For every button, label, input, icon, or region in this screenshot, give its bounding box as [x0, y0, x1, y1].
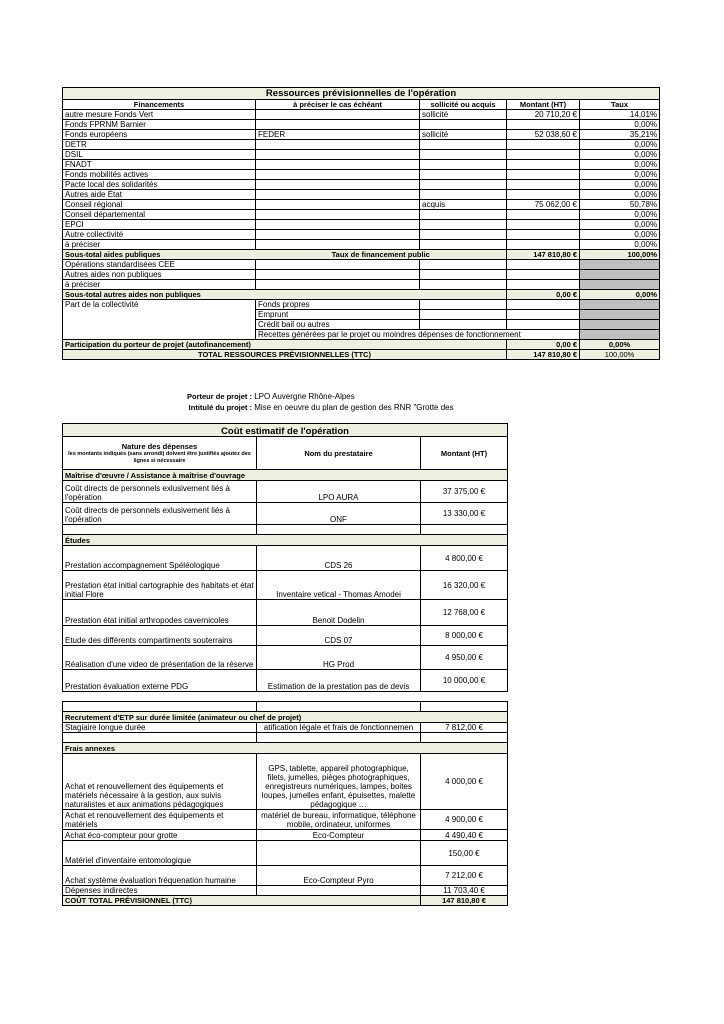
- financement-row: [63, 220, 660, 230]
- depense-nature: Achat et renouvellement des équipements et matériels: [63, 810, 257, 830]
- depense-row: [63, 866, 508, 886]
- aide-non-publique-row: [63, 280, 660, 290]
- financement-statut: [420, 140, 507, 150]
- depense-nature: Prestation état initial arthropodes cavernicoles: [63, 600, 257, 626]
- financement-name: Fonds mobilités actives: [63, 170, 256, 180]
- financement-taux: 14,01%: [580, 110, 660, 120]
- financement-taux: 0,00%: [580, 160, 660, 170]
- financement-statut: [420, 120, 507, 130]
- financement-taux: 0,00%: [580, 150, 660, 160]
- financement-montant: [507, 230, 580, 240]
- depense-prestataire: Eco-Compteur Pyro: [257, 866, 421, 886]
- spacer-row: [63, 733, 508, 743]
- depense-row: [63, 546, 508, 571]
- financement-detail: [256, 120, 420, 130]
- collectivite-item: Recettes générées par le projet ou moindres dépenses de fonctionnement: [256, 330, 580, 340]
- etudes-rows: [63, 546, 508, 692]
- financement-detail: [256, 240, 420, 250]
- etp-rows: [63, 723, 508, 733]
- depense-nature: Coût directs de personnels exlusivement liés à l'opération: [63, 481, 257, 503]
- financement-row: [63, 180, 660, 190]
- depense-nature: Stagiaire longue durée: [63, 723, 257, 733]
- financement-detail: [256, 180, 420, 190]
- depense-montant: 13 330,00 €: [421, 503, 508, 525]
- empty-cell: [420, 320, 507, 330]
- depense-nature: Prestation évaluation externe PDG: [63, 670, 257, 692]
- empty-cell: [507, 260, 580, 270]
- financement-montant: [507, 170, 580, 180]
- header-montant: Montant (HT): [507, 100, 580, 110]
- financement-taux: 0,00%: [580, 240, 660, 250]
- empty-cell: [507, 270, 580, 280]
- depense-row: [63, 646, 508, 670]
- ressources-header-row: [63, 100, 660, 110]
- financement-statut: [420, 240, 507, 250]
- sous-total-publiques-row: [63, 250, 660, 260]
- empty-cell: [256, 260, 420, 270]
- depense-nature: Réalisation d'une video de présentation de la réserve: [63, 646, 257, 670]
- financement-name: Autres aide État: [63, 190, 256, 200]
- depense-prestataire: Estimation de la prestation pas de devis: [257, 670, 421, 692]
- depense-montant: 4 800,00 €: [421, 546, 508, 571]
- financement-row: [63, 200, 660, 210]
- financement-montant: [507, 210, 580, 220]
- depense-row: [63, 626, 508, 646]
- depense-nature: Prestation accompagnement Spéléologique: [63, 546, 257, 571]
- section-frais: Frais annexes: [63, 743, 508, 754]
- shaded-cell: [580, 260, 660, 270]
- financement-row: [63, 110, 660, 120]
- cout-total-montant: 147 810,80 €: [421, 896, 508, 906]
- depense-prestataire: CDS 07: [257, 626, 421, 646]
- financement-row: [63, 130, 660, 140]
- empty-cell: [256, 270, 420, 280]
- depense-montant: 150,00 €: [421, 841, 508, 866]
- depense-row: [63, 670, 508, 692]
- depense-row: [63, 723, 508, 733]
- financement-montant: [507, 160, 580, 170]
- financement-statut: [420, 170, 507, 180]
- depense-nature: Coût directs de personnels exlusivement liés à l'opération: [63, 503, 257, 525]
- taux-financement-public-label: Taux de financement public: [256, 250, 507, 260]
- participation-row: [63, 340, 660, 350]
- financement-detail: [256, 170, 420, 180]
- financement-montant: [507, 190, 580, 200]
- financement-taux: 0,00%: [580, 140, 660, 150]
- aide-non-publique-row: [63, 260, 660, 270]
- financement-detail: [256, 160, 420, 170]
- financement-name: autre mesure Fonds Vert: [63, 110, 256, 120]
- financement-montant: [507, 180, 580, 190]
- sous-total-non-publiques-taux: 0,00%: [580, 290, 660, 300]
- porteur-label: Porteur de projet :: [186, 392, 252, 401]
- financement-detail: [256, 200, 420, 210]
- financement-row: [63, 210, 660, 220]
- aide-non-publique-name: à préciser: [63, 280, 256, 290]
- financement-taux: 0,00%: [580, 190, 660, 200]
- depense-prestataire: LPO AURA: [257, 481, 421, 503]
- intitule-line: [130, 403, 454, 412]
- empty-cell: [507, 280, 580, 290]
- financement-montant: 20 710,20 €: [507, 110, 580, 120]
- depense-montant: 11 703,40 €: [421, 886, 508, 896]
- header-preciser: à préciser le cas échéant: [256, 100, 420, 110]
- financement-row: [63, 160, 660, 170]
- participation-montant: 0,00 €: [507, 340, 580, 350]
- empty-cell: [507, 310, 580, 320]
- collectivite-item: Emprunt: [256, 310, 420, 320]
- financement-statut: [420, 230, 507, 240]
- sous-total-non-publiques-label: Sous-total autres aides non publiques: [63, 290, 507, 300]
- empty-cell: [420, 260, 507, 270]
- shaded-cell: [580, 300, 660, 310]
- financement-detail: [256, 190, 420, 200]
- sous-total-publiques-label: Sous-total aides publiques: [63, 250, 256, 260]
- cout-total-row: [63, 896, 508, 906]
- financement-taux: 0,00%: [580, 170, 660, 180]
- financement-montant: [507, 150, 580, 160]
- financement-statut: acquis: [420, 200, 507, 210]
- collectivite-rows: [63, 300, 660, 340]
- financement-statut: [420, 190, 507, 200]
- depense-row: [63, 830, 508, 841]
- depense-nature: Dépenses indirectes: [63, 886, 257, 896]
- depense-prestataire: Inventaire vetical - Thomas Amodei: [257, 571, 421, 600]
- financement-detail: [256, 150, 420, 160]
- collectivite-row: [63, 300, 660, 310]
- depense-row: [63, 481, 508, 503]
- financement-montant: [507, 120, 580, 130]
- aide-non-publique-row: [63, 270, 660, 280]
- aides-publiques-rows: [63, 110, 660, 250]
- section-etp: Recrutement d'ETP sur durée limitée (animateur ou chef de projet): [63, 712, 508, 723]
- depense-prestataire: Benoit Dodelin: [257, 600, 421, 626]
- financement-name: Autre collectivité: [63, 230, 256, 240]
- aides-non-publiques-rows: [63, 260, 660, 290]
- financement-name: FNADT: [63, 160, 256, 170]
- depense-row: [63, 841, 508, 866]
- sous-total-non-publiques-row: [63, 290, 660, 300]
- spacer-row: [63, 692, 508, 702]
- financement-row: [63, 230, 660, 240]
- header-prestataire: Nom du prestataire: [257, 437, 421, 470]
- financement-taux: 50,78%: [580, 200, 660, 210]
- shaded-cell: [580, 330, 660, 340]
- shaded-cell: [580, 310, 660, 320]
- empty-cell: [420, 310, 507, 320]
- financement-montant: [507, 220, 580, 230]
- empty-cell: [507, 320, 580, 330]
- section-etudes: Études: [63, 535, 508, 546]
- depense-montant: 12 768,00 €: [421, 600, 508, 626]
- financement-montant: 75 062,00 €: [507, 200, 580, 210]
- financement-name: Fonds FPRNM Barnier: [63, 120, 256, 130]
- financement-detail: [256, 220, 420, 230]
- financement-statut: [420, 160, 507, 170]
- financement-row: [63, 140, 660, 150]
- aide-non-publique-name: Autres aides non publiques: [63, 270, 256, 280]
- frais-rows: [63, 754, 508, 896]
- header-taux: Taux: [580, 100, 660, 110]
- financement-name: DSIL: [63, 150, 256, 160]
- financement-taux: 0,00%: [580, 180, 660, 190]
- depense-montant: 4 490,40 €: [421, 830, 508, 841]
- header-nature: [63, 437, 257, 470]
- financement-montant: 52 038,60 €: [507, 130, 580, 140]
- header-nature-note: les montants indiqués (sans arrondi) doivent être justifiés ajoutez des lignes si nécessaire: [68, 451, 251, 464]
- financement-statut: sollicité: [420, 110, 507, 120]
- depense-row: [63, 503, 508, 525]
- depense-prestataire: Eco-Compteur: [257, 830, 421, 841]
- header-montant-ht: Montant (HT): [421, 437, 508, 470]
- financement-statut: sollicité: [420, 130, 507, 140]
- cout-title: Coût estimatif de l'opération: [63, 424, 508, 437]
- financement-taux: 0,00%: [580, 120, 660, 130]
- depense-row: [63, 600, 508, 626]
- depense-montant: 7 212,00 €: [421, 866, 508, 886]
- sous-total-publiques-montant: 147 810,80 €: [507, 250, 580, 260]
- empty-cell: [420, 300, 507, 310]
- depense-prestataire: atification légale et frais de fonctionnemen: [257, 723, 421, 733]
- depense-nature: Achat éco-compteur pour grotte: [63, 830, 257, 841]
- shaded-cell: [580, 270, 660, 280]
- sous-total-publiques-taux: 100,00%: [580, 250, 660, 260]
- collectivite-item: Crédit bail ou autres: [256, 320, 420, 330]
- depense-nature: Matériel d'inventaire entomologique: [63, 841, 257, 866]
- depense-prestataire: matériel de bureau, informatique, téléphone mobile, ordinateur, uniformes: [257, 810, 421, 830]
- header-financements: Financements: [63, 100, 256, 110]
- financement-taux: 35,21%: [580, 130, 660, 140]
- financement-name: à préciser: [63, 240, 256, 250]
- depense-nature: Achat système évaluation fréquenation humaine: [63, 866, 257, 886]
- financement-row: [63, 120, 660, 130]
- financement-name: DETR: [63, 140, 256, 150]
- depense-prestataire: CDS 26: [257, 546, 421, 571]
- depense-nature: Etude des différents compartiments souterrains: [63, 626, 257, 646]
- financement-row: [63, 240, 660, 250]
- maitrise-rows: [63, 481, 508, 525]
- depense-montant: 8 000,00 €: [421, 626, 508, 646]
- financement-name: Conseil régional: [63, 200, 256, 210]
- depense-montant: 4 900,00 €: [421, 810, 508, 830]
- depense-prestataire: GPS, tablette, appareil photographique, filets, jumelles, pièges photographiques, enregistreurs numériques, lampes, boites loupes, jumelles enfant, épuisettes, malette pédagogique …: [257, 754, 421, 810]
- financement-montant: [507, 140, 580, 150]
- financement-row: [63, 150, 660, 160]
- depense-prestataire: [257, 841, 421, 866]
- total-ressources-taux: 100,00%: [580, 350, 660, 360]
- cout-table: [62, 423, 508, 906]
- financement-taux: 0,00%: [580, 230, 660, 240]
- header-nature-title: Nature des dépenses: [121, 442, 198, 451]
- cout-header-row: [63, 437, 508, 470]
- sous-total-non-publiques-montant: 0,00 €: [507, 290, 580, 300]
- financement-statut: [420, 180, 507, 190]
- financement-detail: [256, 230, 420, 240]
- collectivite-item: Fonds propres: [256, 300, 420, 310]
- empty-cell: [420, 280, 507, 290]
- financement-detail: [256, 140, 420, 150]
- depense-montant: 10 000,00 €: [421, 670, 508, 692]
- empty-cell: [507, 300, 580, 310]
- depense-row: [63, 571, 508, 600]
- participation-label: Participation du porteur de projet (autofinancement): [63, 340, 507, 350]
- empty-cell: [256, 280, 420, 290]
- depense-prestataire: [257, 886, 421, 896]
- depense-nature: Achat et renouvellement des équipements et matériels nécessaire à la gestion, aux suivis naturalistes et aux animations pédagogiques: [63, 754, 257, 810]
- depense-nature: Prestation état initial cartographie des habitats et état initial Flore: [63, 571, 257, 600]
- financement-statut: [420, 150, 507, 160]
- depense-montant: 37 375,00 €: [421, 481, 508, 503]
- shaded-cell: [580, 280, 660, 290]
- financement-taux: 0,00%: [580, 210, 660, 220]
- participation-taux: 0,00%: [580, 340, 660, 350]
- financement-taux: 0,00%: [580, 220, 660, 230]
- section-maitrise: Maîtrise d'œuvre / Assistance à maîtrise d'ouvrage: [63, 470, 508, 481]
- total-ressources-label: TOTAL RESSOURCES PRÉVISIONNELLES (TTC): [63, 350, 507, 360]
- aide-non-publique-name: Opérations standardisées CEE: [63, 260, 256, 270]
- intitule-value: Mise en oeuvre du plan de gestion des RNR "Grotte des: [254, 403, 454, 412]
- depense-row: [63, 886, 508, 896]
- financement-name: Pacte local des solidarités: [63, 180, 256, 190]
- financement-montant: [507, 240, 580, 250]
- spacer-row: [63, 525, 508, 535]
- depense-montant: 7 812,00 €: [421, 723, 508, 733]
- financement-detail: FEDER: [256, 130, 420, 140]
- financement-row: [63, 170, 660, 180]
- collectivite-label: Part de la collectivité: [63, 300, 256, 340]
- financement-detail: [256, 210, 420, 220]
- financement-row: [63, 190, 660, 200]
- shaded-cell: [580, 320, 660, 330]
- cout-total-label: COÛT TOTAL PRÉVISIONNEL (TTC): [63, 896, 421, 906]
- financement-statut: [420, 210, 507, 220]
- depense-montant: 4 950,00 €: [421, 646, 508, 670]
- spacer-row: [63, 702, 508, 712]
- empty-cell: [420, 270, 507, 280]
- depense-row: [63, 754, 508, 810]
- depense-prestataire: HG Prod: [257, 646, 421, 670]
- financement-name: Fonds européens: [63, 130, 256, 140]
- porteur-line: [130, 392, 355, 401]
- financement-detail: [256, 110, 420, 120]
- financement-statut: [420, 220, 507, 230]
- total-ressources-row: [63, 350, 660, 360]
- depense-prestataire: ONF: [257, 503, 421, 525]
- total-ressources-montant: 147 810,80 €: [507, 350, 580, 360]
- ressources-title: Ressources prévisionnelles de l'opération: [63, 88, 660, 100]
- depense-montant: 4 000,00 €: [421, 754, 508, 810]
- depense-row: [63, 810, 508, 830]
- porteur-value: LPO Auvergne Rhône-Alpes: [254, 392, 355, 401]
- financement-name: EPCI: [63, 220, 256, 230]
- ressources-table: [62, 87, 660, 360]
- header-sollicite: sollicité ou acquis: [420, 100, 507, 110]
- financement-name: Conseil départemental: [63, 210, 256, 220]
- intitule-label: Intitulé du projet :: [188, 403, 252, 412]
- depense-montant: 16 320,00 €: [421, 571, 508, 600]
